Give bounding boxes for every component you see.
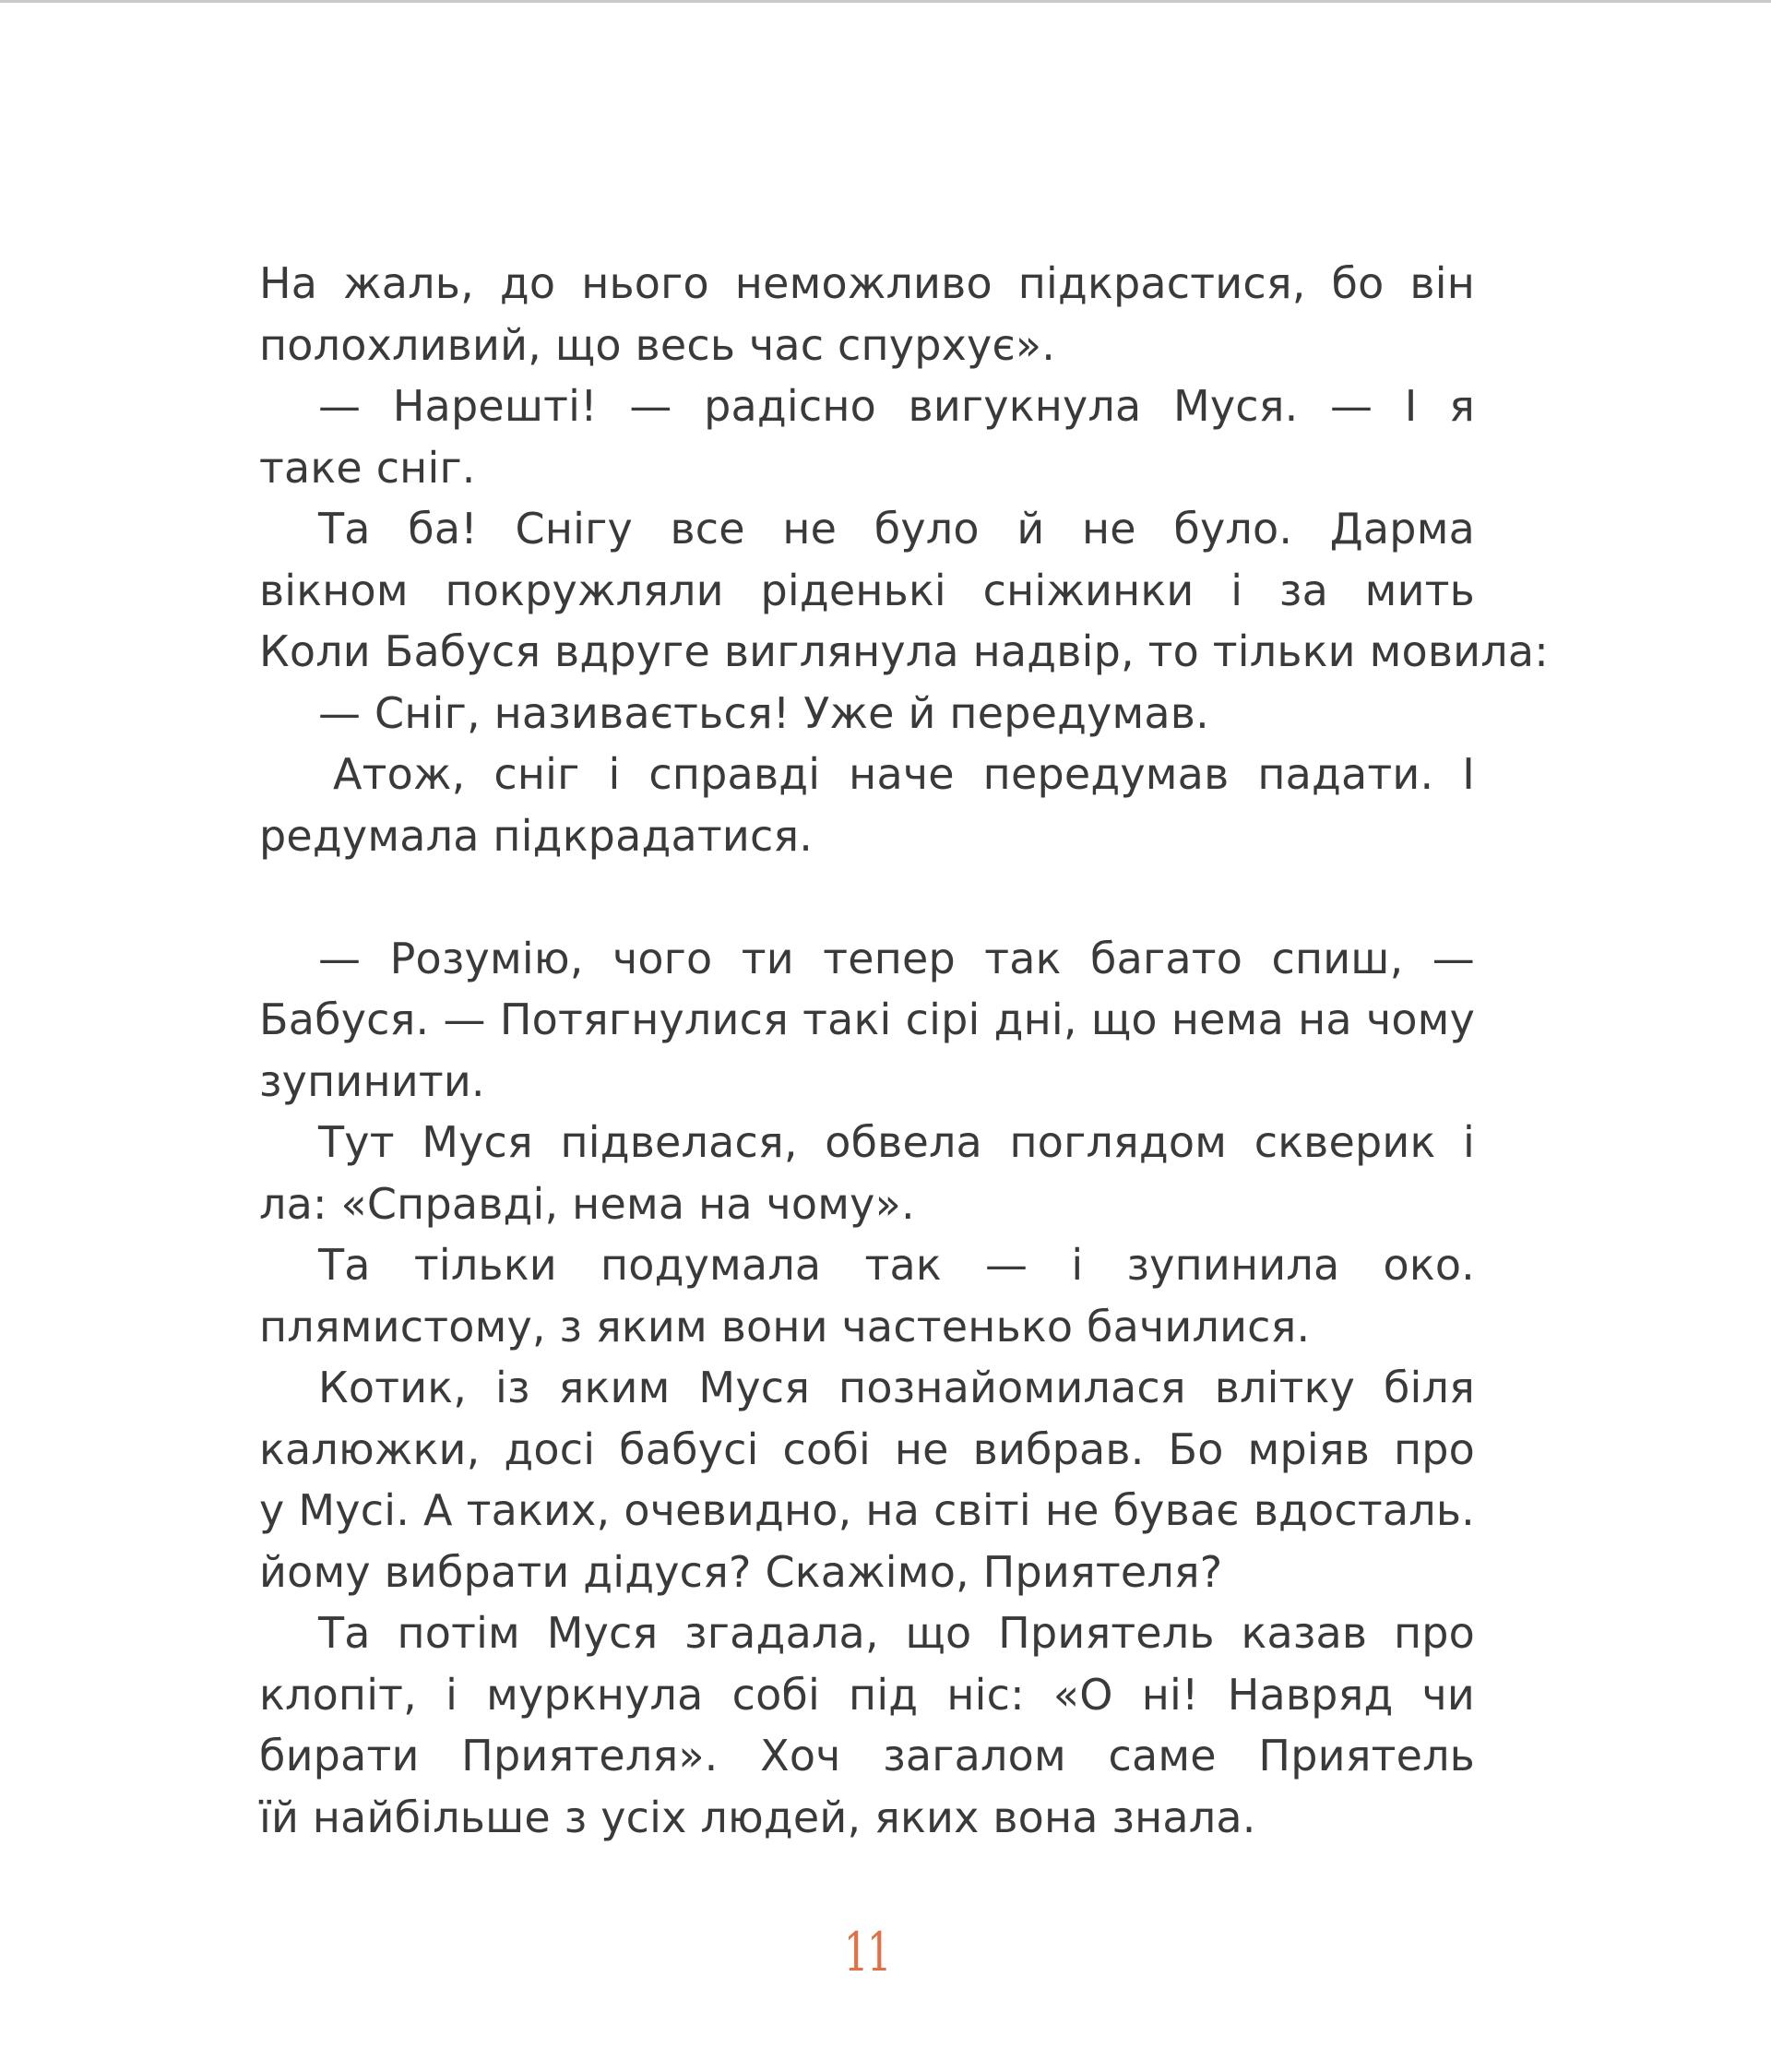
text-line: Атож, сніг і справді наче передумав падати. І bbox=[333, 749, 1475, 799]
text-line: — Сніг, називається! Уже й передумав. bbox=[318, 687, 1209, 738]
text-line: вікном покружляли ріденькі сніжинки і за мить bbox=[259, 565, 1475, 615]
page-text bbox=[259, 253, 1549, 1848]
top-border-rule bbox=[0, 0, 1771, 3]
text-line: ла: «Справді, нема на чому». bbox=[259, 1178, 915, 1229]
text-line: плямистому, з яким вони частенько бачилися. bbox=[259, 1301, 1311, 1352]
text-line: таке сніг. bbox=[259, 442, 476, 493]
text-line: йому вибрати дідуся? Скажімо, Приятеля? bbox=[259, 1546, 1223, 1597]
text-line: бирати Приятеля». Хоч загалом саме Приятель bbox=[259, 1731, 1475, 1780]
text-line: Та тільки подумала так — і зупинила око. bbox=[318, 1240, 1475, 1290]
text-line: Бабуся. — Потягнулися такі сірі дні, що нема на чому bbox=[259, 994, 1475, 1044]
text-line: полохливий, що весь час спурхує». bbox=[259, 319, 1056, 370]
text-line: Та потім Муся згадала, що Приятель казав про bbox=[318, 1608, 1475, 1658]
text-line: клопіт, і муркнула собі під ніс: «О ні! Навряд чи bbox=[259, 1669, 1475, 1720]
page-number: 11 bbox=[843, 1921, 891, 1983]
text-line: Коли Бабуся вдруге виглянула надвір, то тільки мовила: bbox=[259, 626, 1549, 676]
text-line: їй найбільше з усіх людей, яких вона знала. bbox=[259, 1792, 1256, 1842]
text-line: Тут Муся підвелася, обвела поглядом скверик і bbox=[318, 1117, 1475, 1167]
text-line: Котик, із яким Муся познайомилася влітку біля bbox=[318, 1363, 1475, 1412]
text-line: — Розумію, чого ти тепер так багато спиш, — bbox=[318, 933, 1475, 983]
text-line: Та ба! Снігу все не було й не було. Дарма bbox=[318, 504, 1475, 554]
paragraph-gap bbox=[259, 866, 1475, 928]
text-line: у Мусі. А таких, очевидно, на світі не буває вдосталь. bbox=[259, 1485, 1475, 1535]
text-line: редумала підкрадатися. bbox=[259, 810, 814, 861]
text-line: — Нарешті! — радісно вигукнула Муся. — І я bbox=[318, 381, 1475, 431]
text-line: На жаль, до нього неможливо підкрастися, бо він bbox=[259, 258, 1475, 308]
text-line: зупинити. bbox=[259, 1055, 485, 1106]
text-line: калюжки, досі бабусі собі не вибрав. Бо мріяв про bbox=[259, 1423, 1475, 1474]
